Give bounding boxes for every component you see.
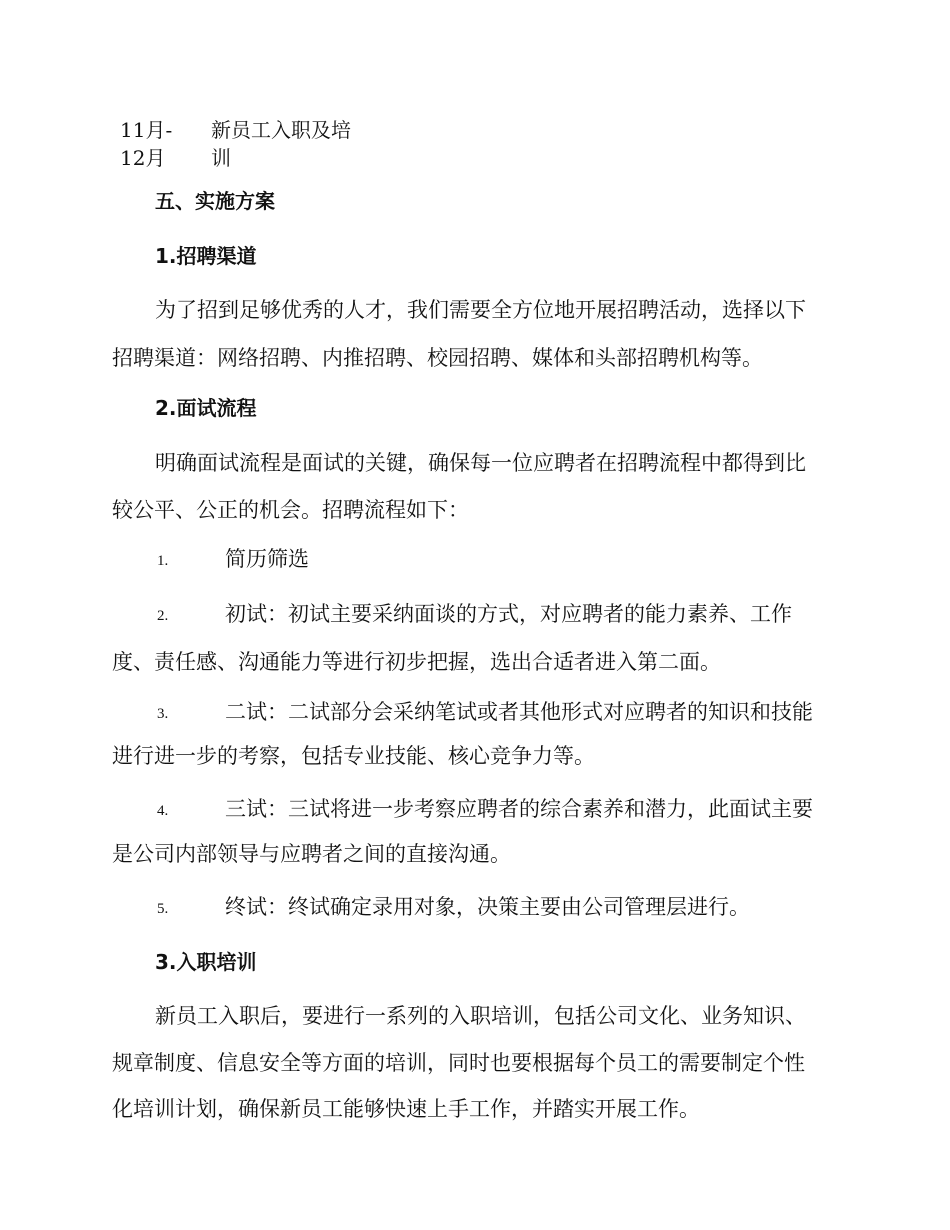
schedule-period-cell — [120, 116, 200, 172]
recruit-channels-heading: 1.招聘渠道 — [155, 244, 257, 268]
list-item-text: 终试：终试确定录用对象，决策主要由公司管理层进行。 — [225, 895, 750, 919]
list-item-number: 4. — [157, 803, 169, 819]
onboarding-paragraph-line: 规章制度、信息安全等方面的培训，同时也要根据每个员工的需要制定个性 — [112, 1051, 805, 1075]
interview-process-paragraph-line: 明确面试流程是面试的关键，确保每一位应聘者在招聘流程中都得到比 — [155, 451, 806, 475]
interview-process-heading: 2.面试流程 — [155, 396, 257, 420]
schedule-task-cell — [211, 116, 381, 172]
list-item-number: 2. — [157, 608, 169, 624]
schedule-period-line2: 12月 — [120, 146, 166, 170]
list-item-text: 二试：二试部分会采纳笔试或者其他形式对应聘者的知识和技能 — [225, 700, 813, 724]
list-item-number: 3. — [157, 706, 169, 722]
list-item-number: 1. — [157, 553, 169, 569]
list-item-text: 三试：三试将进一步考察应聘者的综合素养和潜力，此面试主要 — [225, 797, 813, 821]
onboarding-paragraph-line: 化培训计划，确保新员工能够快速上手工作，并踏实开展工作。 — [112, 1097, 700, 1121]
schedule-task-line2: 训 — [211, 146, 231, 170]
list-item-text-continued: 进行进一步的考察，包括专业技能、核心竞争力等。 — [112, 744, 595, 768]
recruit-channels-paragraph-line: 为了招到足够优秀的人才，我们需要全方位地开展招聘活动，选择以下 — [155, 298, 806, 322]
onboarding-paragraph-line: 新员工入职后，要进行一系列的入职培训，包括公司文化、业务知识、 — [155, 1004, 806, 1028]
onboarding-heading: 3.入职培训 — [155, 950, 257, 974]
list-item-number: 5. — [157, 901, 169, 917]
list-item-text: 初试：初试主要采纳面谈的方式，对应聘者的能力素养、工作 — [225, 602, 792, 626]
section-title: 五、实施方案 — [155, 189, 275, 213]
schedule-task-line1: 新员工入职及培 — [211, 118, 351, 142]
list-item-text-continued: 度、责任感、沟通能力等进行初步把握，选出合适者进入第二面。 — [112, 650, 721, 674]
list-item-text: 简历筛选 — [225, 547, 309, 571]
recruit-channels-paragraph-line: 招聘渠道：网络招聘、内推招聘、校园招聘、媒体和头部招聘机构等。 — [112, 346, 763, 370]
list-item-text-continued: 是公司内部领导与应聘者之间的直接沟通。 — [112, 842, 511, 866]
interview-process-paragraph-line: 较公平、公正的机会。招聘流程如下： — [112, 498, 469, 522]
schedule-period-line1: 11月- — [120, 118, 173, 142]
